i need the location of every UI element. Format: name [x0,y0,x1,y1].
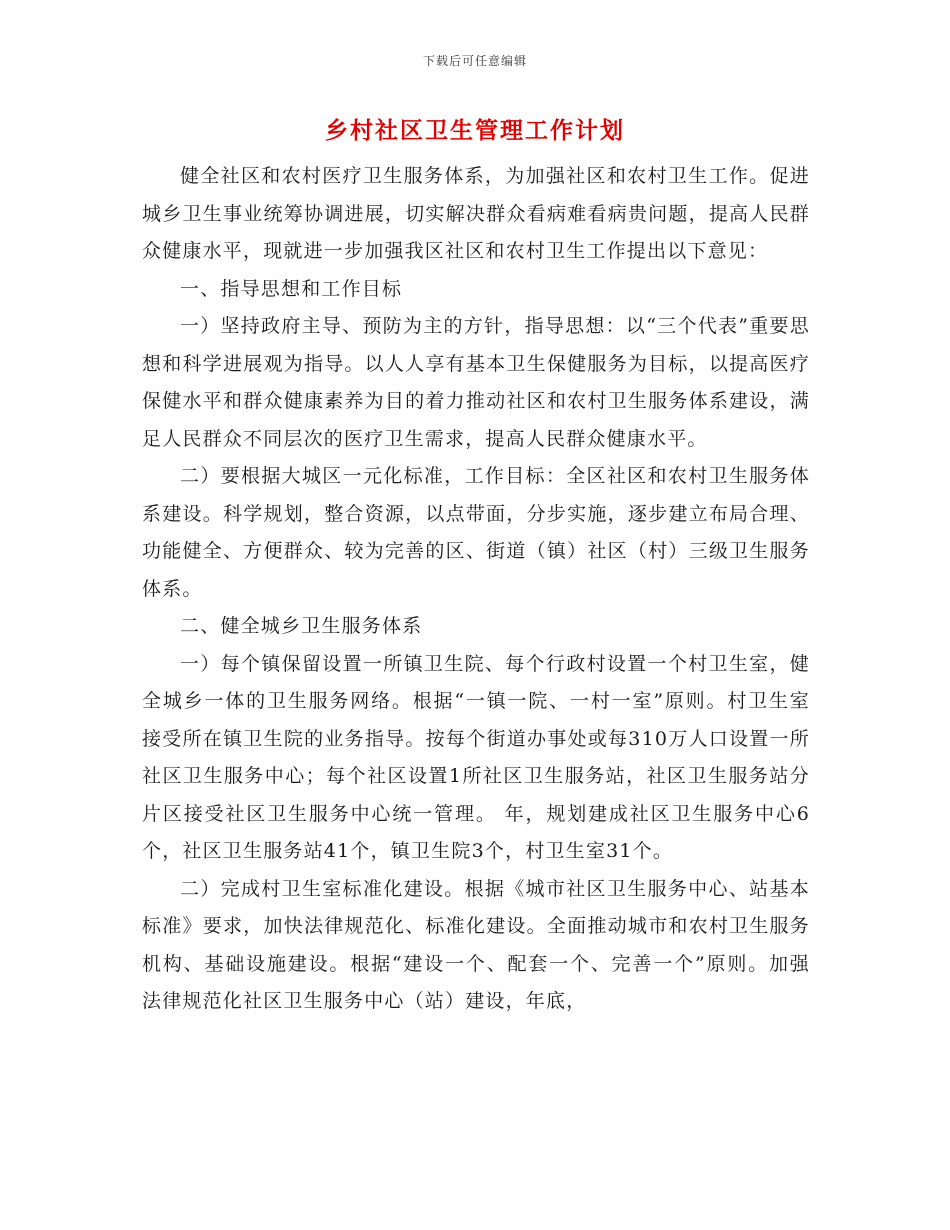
page-header: 下载后可任意编辑 [422,54,527,68]
document-title: 乡村社区卫生管理工作计划 [325,117,625,144]
paragraph-1-2: 二）要根据大城区一元化标准，工作目标：全区社区和农村卫生服务体系建设。科学规划，整合资源，以点带面，分步实施，逐步建立布局合理、功能健全、方便群众、较为完善的区、街道（镇）社区（村）三级卫生服务体系。 [142,465,810,600]
section-heading-1: 一、指导思想和工作目标 [180,277,403,300]
intro-paragraph: 健全社区和农村医疗卫生服务体系，为加强社区和农村卫生工作。促进城乡卫生事业统筹协调进展，切实解决群众看病难看病贵问题，提高人民群众健康水平，现就进一步加强我区社区和农村卫生工作提出以下意见： [142,165,810,262]
paragraph-1-1: 一）坚持政府主导、预防为主的方针，指导思想：以“三个代表”重要思想和科学进展观为指导。以人人享有基本卫生保健服务为目标，以提高医疗保健水平和群众健康素养为目的着力推动社区和农村卫生服务体系建设，满足人民群众不同层次的医疗卫生需求，提高人民群众健康水平。 [142,315,810,450]
section-heading-2: 二、健全城乡卫生服务体系 [180,615,423,637]
paragraph-2-1: 一）每个镇保留设置一所镇卫生院、每个行政村设置一个村卫生室，健全城乡一体的卫生服务网络。根据“一镇一院、一村一室”原则。村卫生室接受所在镇卫生院的业务指导。按每个街道办事处或每310万人口设置一所社区卫生服务中心；每个社区设置1所社区卫生服务站，社区卫生服务站分片区接受社区卫生服务中心统一管理。 年，规划建成社区卫生服务中心6个，社区卫生服务站41个，镇卫生院3个，村卫生室31个。 [142,652,810,862]
paragraph-2-2: 二）完成村卫生室标准化建设。根据《城市社区卫生服务中心、站基本标准》要求，加快法律规范化、标准化建设。全面推动城市和农村卫生服务机构、基础设施建设。根据“建设一个、配套一个、完善一个”原则。加强法律规范化社区卫生服务中心（站）建设，年底， [142,877,810,1012]
document-body [142,158,810,1021]
